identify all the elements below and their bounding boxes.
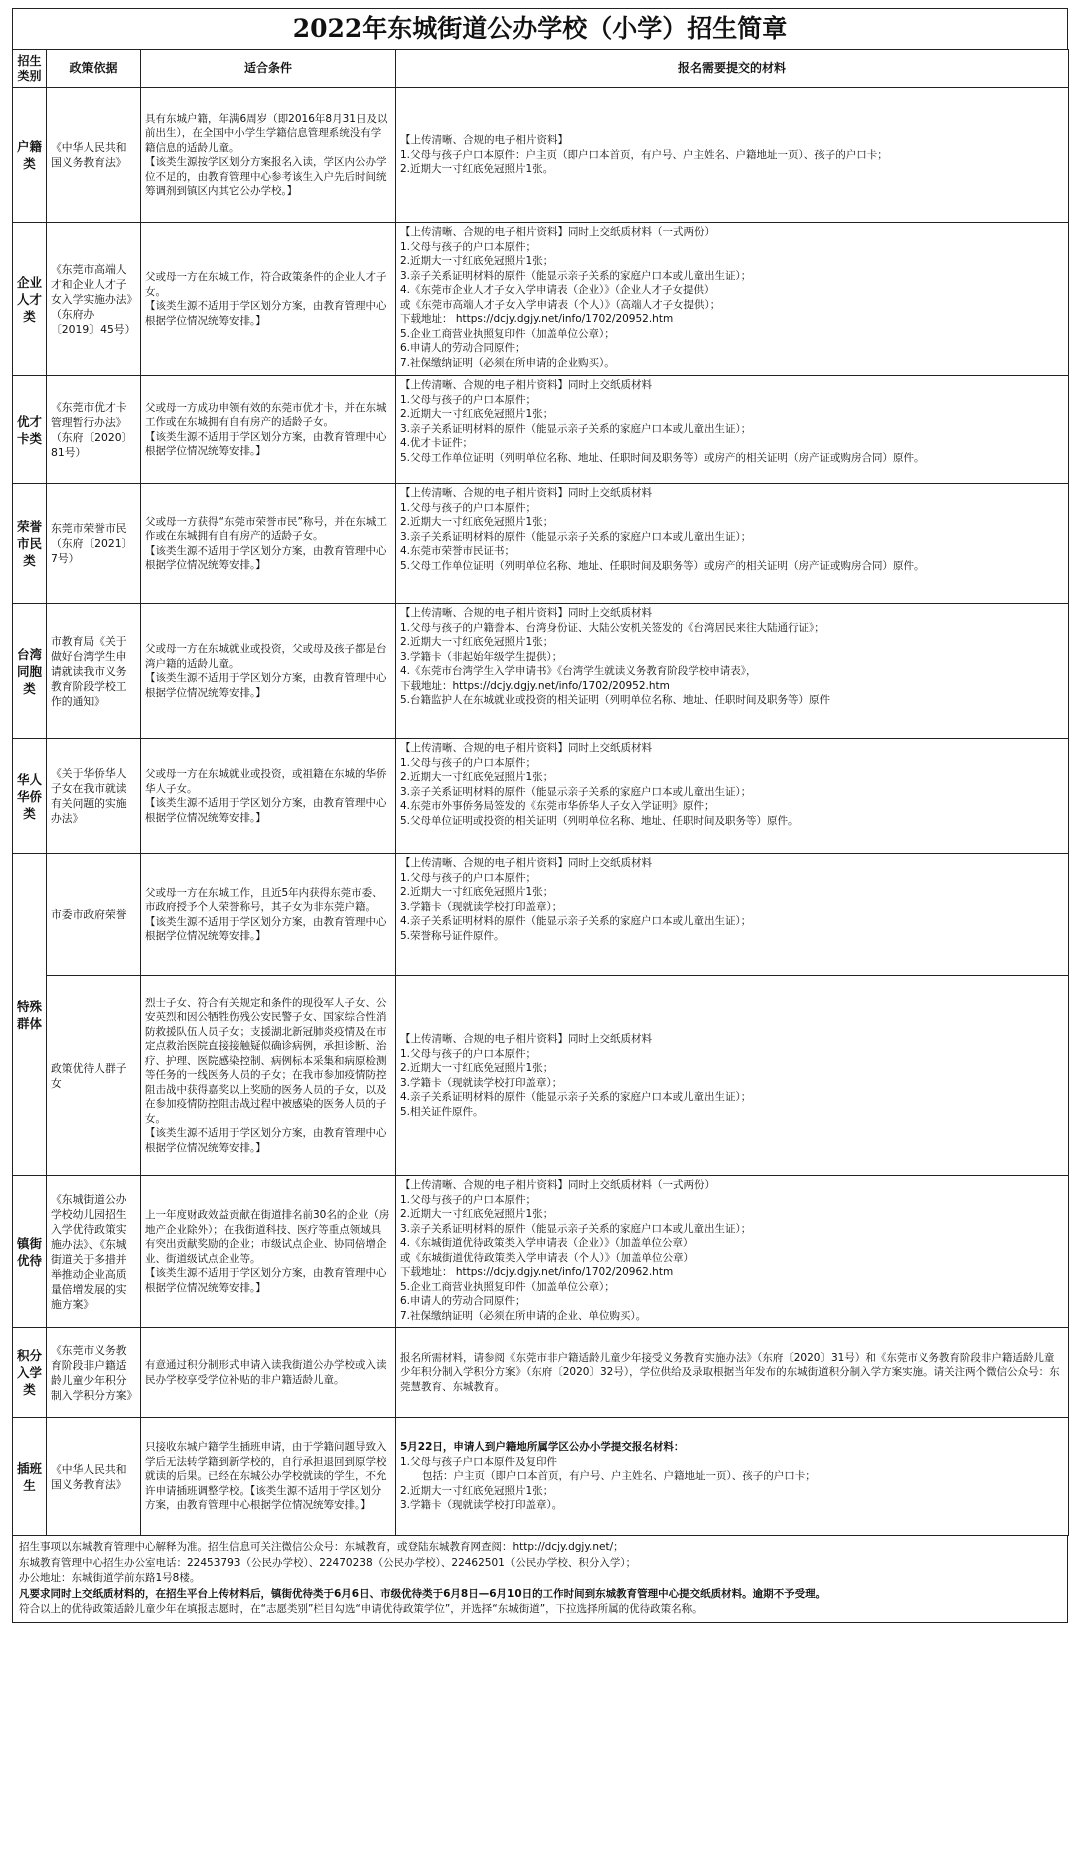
- material-line: 1.父母与孩子的户籍誊本、台湾身份证、大陆公安机关签发的《台湾居民来往大陆通行证》；: [400, 621, 825, 634]
- material-line: 7.社保缴纳证明（必须在所申请的企业购买）。: [400, 356, 615, 369]
- material-line: 3.亲子关系证明材料的原件（能显示亲子关系的家庭户口本或儿童出生证）；: [400, 269, 752, 282]
- row-conditions: 父或母一方成功申领有效的东莞市优才卡，并在东城工作或在东城拥有自有房产的适龄子女。 【该类生源不适用于学区划分方案，由教育管理中心根据学位情况统筹安排。】: [141, 376, 396, 484]
- row-policy: 《关于华侨华人子女在我市就读有关问题的实施办法》: [47, 739, 141, 854]
- table-row: [13, 739, 1069, 854]
- row-category: 户籍类: [13, 88, 47, 223]
- material-line: 【上传清晰、合规的电子相片资料】同时上交纸质材料（一式两份）: [400, 1179, 715, 1191]
- material-line: 【上传清晰、合规的电子相片资料】同时上交纸质材料（一式两份）: [400, 226, 715, 238]
- material-line: 4.《东城街道优待政策类入学申请表（企业）》（加盖单位公章）: [400, 1237, 694, 1249]
- table-header-row: [13, 50, 1069, 88]
- row-policy: 市教育局《关于做好台湾学生申请就读我市义务教育阶段学校工作的通知》: [47, 604, 141, 739]
- material-line: 4.《东莞市企业人才子女入学申请表（企业）》（企业人才子女提供）: [400, 284, 715, 296]
- row-category: 特殊群体: [13, 854, 47, 1176]
- row-materials: [396, 376, 1069, 484]
- material-line: 7.社保缴纳证明（必须在所申请的企业、单位购买）。: [400, 1309, 647, 1322]
- material-line: 3.学籍卡（非起始年级学生提供）；: [400, 650, 563, 663]
- footer-notes: [12, 1536, 1068, 1623]
- row-category: 华人华侨类: [13, 739, 47, 854]
- row-policy: 《东城街道公办学校幼儿园招生入学优待政策实施办法》、《东城街道关于多措并举推动企业高质量倍增发展的实施方案》: [47, 1176, 141, 1328]
- material-line: 4.《东莞市台湾学生入学申请书》《台湾学生就读义务教育阶段学校申请表》，: [400, 665, 757, 677]
- header-conditions: 适合条件: [141, 50, 396, 88]
- row-policy: 《中华人民共和国义务教育法》: [47, 88, 141, 223]
- row-policy: 《东莞市高端人才和企业人才子女入学实施办法》（东府办〔2019〕45号）: [47, 223, 141, 376]
- material-line: 5.荣誉称号证件原件。: [400, 929, 505, 942]
- material-line: 1.父母与孩子的户口本原件；: [400, 501, 537, 514]
- row-conditions: 有意通过积分制形式申请入读我街道公办学校或入读民办学校享受学位补贴的非户籍适龄儿童。: [141, 1328, 396, 1418]
- material-line: 4.亲子关系证明材料的原件（能显示亲子关系的家庭户口本或儿童出生证）；: [400, 1091, 752, 1103]
- material-line: 4.亲子关系证明材料的原件（能显示亲子关系的家庭户口本或儿童出生证）；: [400, 915, 752, 927]
- row-materials: [396, 739, 1069, 854]
- row-policy: 《东莞市义务教育阶段非户籍适龄儿童少年积分制入学积分方案》: [47, 1328, 141, 1418]
- material-line: 2.近期大一寸红底免冠照片1张；: [400, 636, 554, 648]
- row-category: 插班生: [13, 1418, 47, 1536]
- material-line: 3.亲子关系证明材料的原件（能显示亲子关系的家庭户口本或儿童出生证）；: [400, 530, 752, 543]
- material-line: 3.亲子关系证明材料的原件（能显示亲子关系的家庭户口本或儿童出生证）；: [400, 422, 752, 435]
- page-title: 2022年东城街道公办学校（小学）招生简章: [12, 8, 1068, 49]
- material-line: 2.近期大一寸红底免冠照片1张；: [400, 886, 554, 898]
- material-line: 3.学籍卡（现就读学校打印盖章）。: [400, 1499, 563, 1512]
- material-line: 4.东莞市荣誉市民证书；: [400, 545, 516, 557]
- material-line: 3.亲子关系证明材料的原件（能显示亲子关系的家庭户口本或儿童出生证）；: [400, 1222, 752, 1235]
- admission-table: [12, 49, 1069, 1536]
- row-conditions: 具有东城户籍，年满6周岁（即2016年8月31日及以前出生），在全国中小学生学籍信息管理系统没有学籍信息的适龄儿童。 【该类生源按学区划分方案报名入读，学区内公办学位不足的，由教育管理中心参考该生入户先后时间统筹调剂到镇区内其它公办学校。】: [141, 88, 396, 223]
- table-row: [13, 976, 1069, 1176]
- row-conditions: 烈士子女、符合有关规定和条件的现役军人子女、公安英烈和因公牺牲伤残公安民警子女、国家综合性消防救援队伍人员子女；支援湖北新冠肺炎疫情及在市定点救治医院直接接触疑似确诊病例，承担诊断、治疗、护理、医院感染控制、病例标本采集和病原检测等任务的一线医务人员的子女；在我市参加疫情防控阻击战中获得嘉奖以上奖励的医务人员的子女，以及在参加疫情防控阻击战过程中被感染的医务人员的子女。 【该类生源不适用于学区划分方案，由教育管理中心根据学位情况统筹安排。】: [141, 976, 396, 1176]
- row-materials: [396, 1328, 1069, 1418]
- material-line: 1.父母与孩子的户口本原件；: [400, 240, 537, 253]
- material-line: 【上传清晰、合规的电子相片资料】: [400, 134, 568, 147]
- document: [12, 8, 1068, 1623]
- material-line: 或《东莞市高端人才子女入学申请表（个人）》（高端人才子女提供）；: [400, 298, 721, 311]
- table-row: [13, 1328, 1069, 1418]
- row-materials: [396, 223, 1069, 376]
- material-line: 4.东莞市外事侨务局签发的《东莞市华侨华人子女入学证明》原件；: [400, 800, 715, 812]
- row-category: 优才卡类: [13, 376, 47, 484]
- row-materials: [396, 1418, 1069, 1536]
- footer-line: 招生事项以东城教育管理中心解释为准。招生信息可关注微信公众号：东城教育，或登陆东城教育网查阅：http://dcjy.dgjy.net/；: [19, 1541, 624, 1553]
- material-line: 1.父母与孩子的户口本原件；: [400, 1193, 537, 1206]
- table-row: [13, 223, 1069, 376]
- material-line: 【上传清晰、合规的电子相片资料】同时上交纸质材料: [400, 379, 652, 391]
- table-row: [13, 484, 1069, 604]
- material-line: 2.近期大一寸红底免冠照片1张。: [400, 163, 554, 176]
- row-policy: 政策优待人群子女: [47, 976, 141, 1176]
- download-link[interactable]: 下载地址： https://dcjy.dgjy.net/info/1702/20962.htm: [400, 1266, 674, 1278]
- footer-line: 东城教育管理中心招生办公室电话：22453793（公民办学校）、22470238（公民办学校）、22462501（公民办学校、积分入学）；: [19, 1556, 637, 1569]
- material-line: 2.近期大一寸红底免冠照片1张；: [400, 1062, 554, 1074]
- row-conditions: 父或母一方在东城就业或投资，或祖籍在东城的华侨华人子女。 【该类生源不适用于学区划分方案，由教育管理中心根据学位情况统筹安排。】: [141, 739, 396, 854]
- material-line: 1.父母与孩子户口本原件及复印件: [400, 1455, 558, 1468]
- material-line: 2.近期大一寸红底免冠照片1张；: [400, 516, 554, 528]
- download-link[interactable]: 下载地址： https://dcjy.dgjy.net/info/1702/20952.htm: [400, 313, 674, 325]
- table-row: [13, 854, 1069, 976]
- download-link[interactable]: 下载地址：https://dcjy.dgjy.net/info/1702/20952.htm: [400, 679, 670, 692]
- row-materials: [396, 484, 1069, 604]
- header-materials: 报名需要提交的材料: [396, 50, 1069, 88]
- row-materials: [396, 854, 1069, 976]
- row-policy: 东莞市荣誉市民（东府〔2021〕7号）: [47, 484, 141, 604]
- table-row: [13, 88, 1069, 223]
- material-line: 1.父母与孩子的户口本原件；: [400, 1047, 537, 1060]
- row-policy: 《中华人民共和国义务教育法》: [47, 1418, 141, 1536]
- row-materials: [396, 976, 1069, 1176]
- material-line: 【上传清晰、合规的电子相片资料】同时上交纸质材料: [400, 487, 652, 499]
- row-conditions: 父或母一方在东城就业或投资，父或母及孩子都是台湾户籍的适龄儿童。 【该类生源不适用于学区划分方案，由教育管理中心根据学位情况统筹安排。】: [141, 604, 396, 739]
- row-materials: [396, 1176, 1069, 1328]
- row-materials: [396, 604, 1069, 739]
- row-policy: 市委市政府荣誉: [47, 854, 141, 976]
- material-line: 5.企业工商营业执照复印件（加盖单位公章）；: [400, 327, 615, 340]
- material-line: 1.父母与孩子的户口本原件；: [400, 871, 537, 884]
- row-category: 镇街优待: [13, 1176, 47, 1328]
- material-line: 2.近期大一寸红底免冠照片1张；: [400, 1484, 554, 1497]
- table-row: [13, 604, 1069, 739]
- material-line: 5.台籍监护人在东城就业或投资的相关证明（列明单位名称、地址、任职时间及职务等）原件: [400, 694, 831, 706]
- material-line: 1.父母与孩子的户口本原件；: [400, 756, 537, 769]
- table-row: [13, 376, 1069, 484]
- material-line: 包括：户主页（即户口本首页，有户号、户主姓名、户籍地址一页）、孩子的户口卡；: [422, 1470, 816, 1483]
- material-line: 2.近期大一寸红底免冠照片1张；: [400, 771, 554, 783]
- material-line: 6.申请人的劳动合同原件；: [400, 1295, 526, 1307]
- material-line: 5.父母工作单位证明（列明单位名称、地址、任职时间及职务等）或房产的相关证明（房产证或购房合同）原件。: [400, 451, 925, 464]
- material-line: 5.相关证件原件。: [400, 1105, 484, 1118]
- material-line: 【上传清晰、合规的电子相片资料】同时上交纸质材料: [400, 1033, 652, 1045]
- material-line: 3.亲子关系证明材料的原件（能显示亲子关系的家庭户口本或儿童出生证）；: [400, 785, 752, 798]
- row-conditions: 只接收东城户籍学生插班申请，由于学籍问题导致入学后无法转学籍到新学校的，自行承担退回到原学校就读的后果。已经在东城公办学校就读的学生，不允许申请插班调整学校。【该类生源不适用于学区划分方案，由教育管理中心根据学位情况统筹安排。】: [141, 1418, 396, 1536]
- material-line: 【上传清晰、合规的电子相片资料】同时上交纸质材料: [400, 607, 652, 619]
- footer-line: 办公地址：东城街道学前东路1号8楼。: [19, 1572, 201, 1584]
- row-conditions: 父或母一方在东城工作，且近5年内获得东莞市委、市政府授予个人荣誉称号，其子女为非东莞户籍。 【该类生源不适用于学区划分方案，由教育管理中心根据学位情况统筹安排。】: [141, 854, 396, 976]
- material-line: 【上传清晰、合规的电子相片资料】同时上交纸质材料: [400, 857, 652, 869]
- material-line: 5月22日，申请人到户籍地所属学区公办小学提交报名材料：: [400, 1441, 685, 1454]
- footer-line: 凡要求同时上交纸质材料的，在招生平台上传材料后，镇街优待类于6月6日、市级优待类于6月8日—6月10日的工作时间到东城教育管理中心提交纸质材料。逾期不予受理。: [19, 1587, 827, 1600]
- table-row: [13, 1176, 1069, 1328]
- table-row: [13, 1418, 1069, 1536]
- row-policy: 《东莞市优才卡管理暂行办法》（东府〔2020〕81号）: [47, 376, 141, 484]
- material-line: 2.近期大一寸红底免冠照片1张；: [400, 1208, 554, 1220]
- header-policy: 政策依据: [47, 50, 141, 88]
- material-line: 5.父母单位证明或投资的相关证明（列明单位名称、地址、任职时间及职务等）原件。: [400, 814, 799, 827]
- header-category: 招生类别: [13, 50, 47, 88]
- row-category: 企业人才类: [13, 223, 47, 376]
- material-line: 【上传清晰、合规的电子相片资料】同时上交纸质材料: [400, 742, 652, 754]
- material-line: 5.父母工作单位证明（列明单位名称、地址、任职时间及职务等）或房产的相关证明（房产证或购房合同）原件。: [400, 559, 925, 572]
- row-conditions: 父或母一方在东城工作，符合政策条件的企业人才子女。 【该类生源不适用于学区划分方案，由教育管理中心根据学位情况统筹安排。】: [141, 223, 396, 376]
- row-materials: [396, 88, 1069, 223]
- material-line: 或《东城街道优待政策类入学申请表（个人）》（加盖单位公章）: [400, 1251, 694, 1264]
- row-category: 积分入学类: [13, 1328, 47, 1418]
- material-line: 4.优才卡证件；: [400, 437, 474, 449]
- material-line: 3.学籍卡（现就读学校打印盖章）；: [400, 1076, 563, 1089]
- footer-line: 符合以上的优待政策适龄儿童少年在填报志愿时，在“志愿类别”栏目勾选“申请优待政策学位”，并选择“东城街道”，下拉选择所属的优待政策名称。: [19, 1603, 703, 1615]
- material-line: 1.父母与孩子的户口本原件；: [400, 393, 537, 406]
- material-line: 1.父母与孩子户口本原件：户主页（即户口本首页，有户号、户主姓名、户籍地址一页）、孩子的户口卡；: [400, 148, 888, 161]
- row-conditions: 上一年度财政效益贡献在街道排名前30名的企业（房地产企业除外）；在我街道科技、医疗等重点领域具有突出贡献奖励的企业；市级试点企业、协同倍增企业、街道级试点企业等。 【该类生源不适用于学区划分方案，由教育管理中心根据学位情况统筹安排。】: [141, 1176, 396, 1328]
- material-line: 5.企业工商营业执照复印件（加盖单位公章）；: [400, 1280, 615, 1293]
- row-category: 荣誉市民类: [13, 484, 47, 604]
- material-line: 报名所需材料，请参阅《东莞市非户籍适龄儿童少年接受义务教育实施办法》（东府〔2020〕31号）和《东莞市义务教育阶段非户籍适龄儿童少年积分制入学积分方案》（东府〔2020〕32号），学位供给及录取根据当年发布的东城街道积分制入学方案实施。请关注两个微信公众号：东莞慧教育、东城教育。: [400, 1351, 1060, 1393]
- material-line: 2.近期大一寸红底免冠照片1张；: [400, 255, 554, 267]
- material-line: 6.申请人的劳动合同原件；: [400, 342, 526, 354]
- row-conditions: 父或母一方获得“东莞市荣誉市民”称号，并在东城工作或在东城拥有自有房产的适龄子女。 【该类生源不适用于学区划分方案，由教育管理中心根据学位情况统筹安排。】: [141, 484, 396, 604]
- material-line: 2.近期大一寸红底免冠照片1张；: [400, 408, 554, 420]
- material-line: 3.学籍卡（现就读学校打印盖章）；: [400, 900, 563, 913]
- row-category: 台湾同胞类: [13, 604, 47, 739]
